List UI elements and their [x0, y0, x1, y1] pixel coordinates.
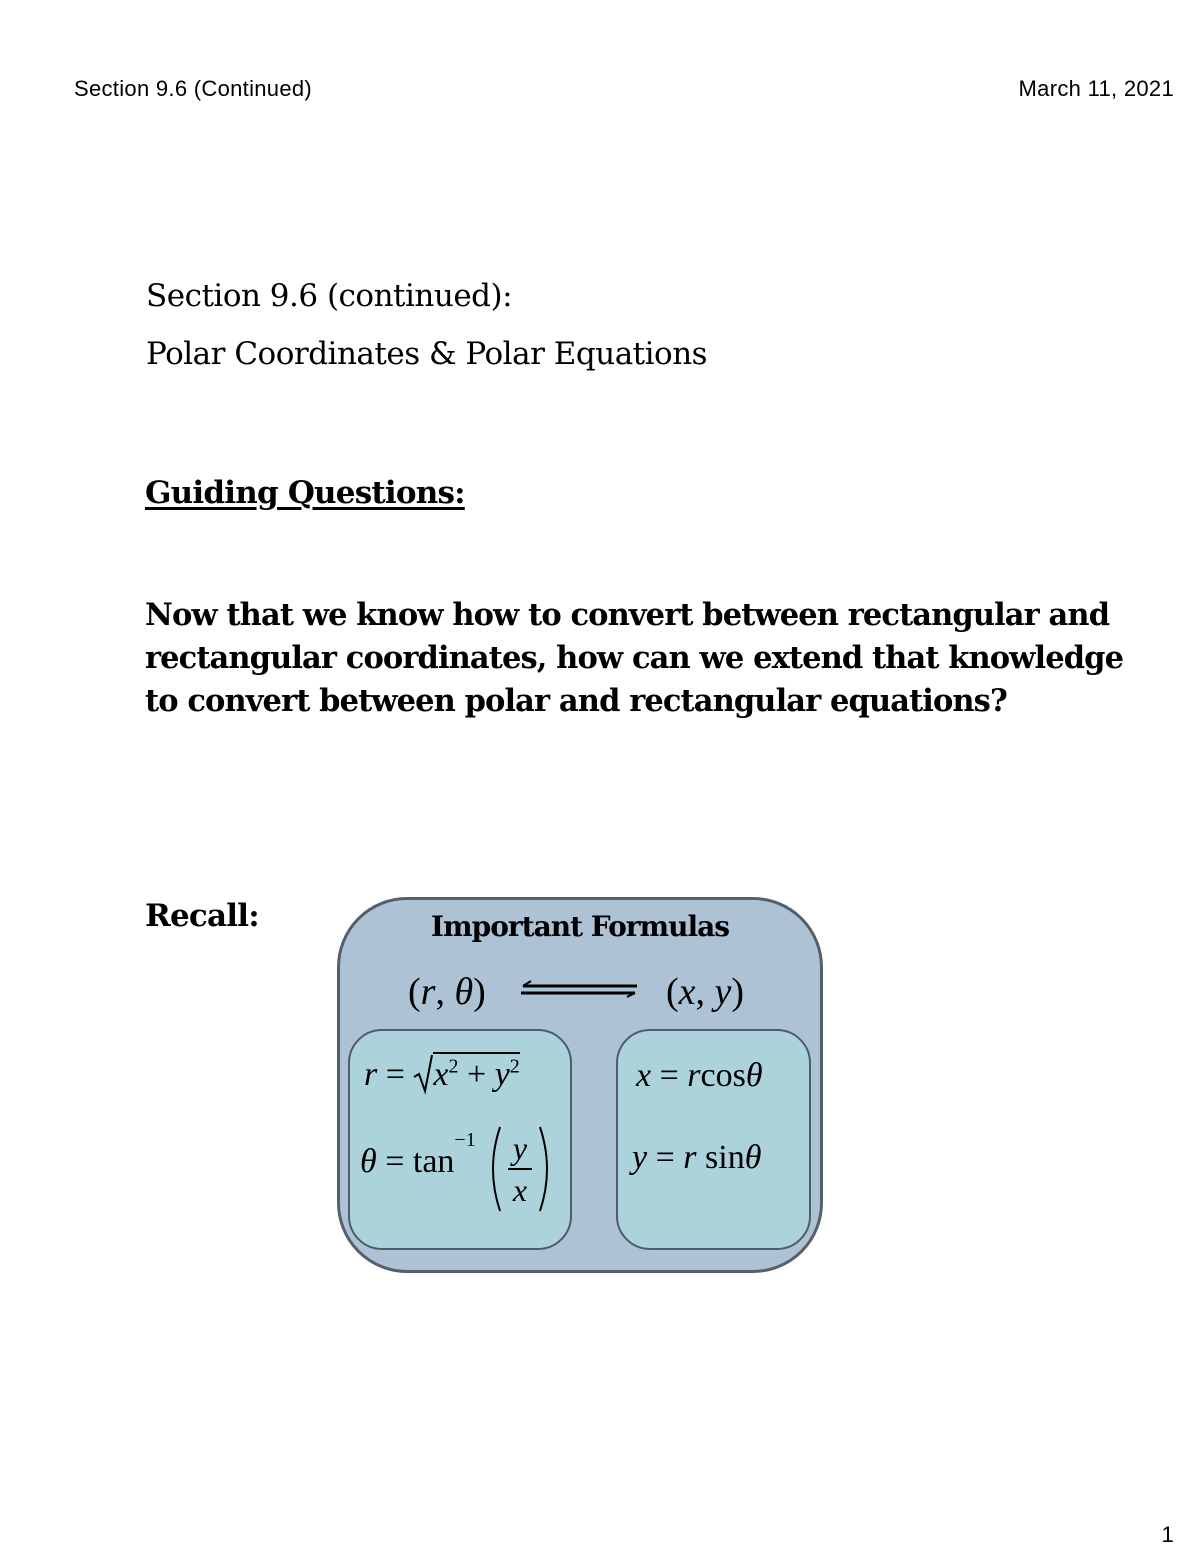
sqrt-icon: [413, 1053, 433, 1095]
recall-label: Recall:: [145, 898, 259, 934]
page-title: Section 9.6 (continued):: [146, 278, 513, 314]
conversion-arrows-icon: [517, 980, 643, 1000]
y-formula: y = r sinθ: [632, 1139, 762, 1176]
theta-formula: $\theta = \tan^{-1}$ y x: [360, 1121, 556, 1217]
header-date: March 11, 2021: [1018, 76, 1174, 101]
rectangular-coordinate-pair: (x, y): [666, 971, 745, 1013]
polar-to-rect-formulas-box: [348, 1029, 572, 1250]
polar-coordinate-pair: (r, θ): [408, 971, 486, 1013]
important-formulas-box: [337, 897, 823, 1273]
formulas-title: Important Formulas: [430, 910, 730, 943]
page-subtitle: Polar Coordinates & Polar Equations: [146, 336, 708, 372]
r-formula: $r = x^2 + y^2$: [364, 1053, 520, 1095]
guiding-questions-heading: Guiding Questions:: [145, 475, 465, 511]
rect-from-polar-formulas-box: [616, 1029, 811, 1250]
guiding-question-text: Now that we know how to convert between rectangular and rectangular coordinates, how can we extend that knowledge to convert between polar and rectangular equations?: [145, 597, 1124, 719]
fraction-y-over-x-icon: [484, 1121, 556, 1217]
svg-text:y: y: [513, 1130, 528, 1166]
svg-text:x: x: [513, 1172, 528, 1208]
header-section-label: Section 9.6 (Continued): [74, 76, 313, 101]
page-number: 1: [1161, 1522, 1174, 1547]
x-formula: x = rcosθ: [636, 1057, 763, 1094]
